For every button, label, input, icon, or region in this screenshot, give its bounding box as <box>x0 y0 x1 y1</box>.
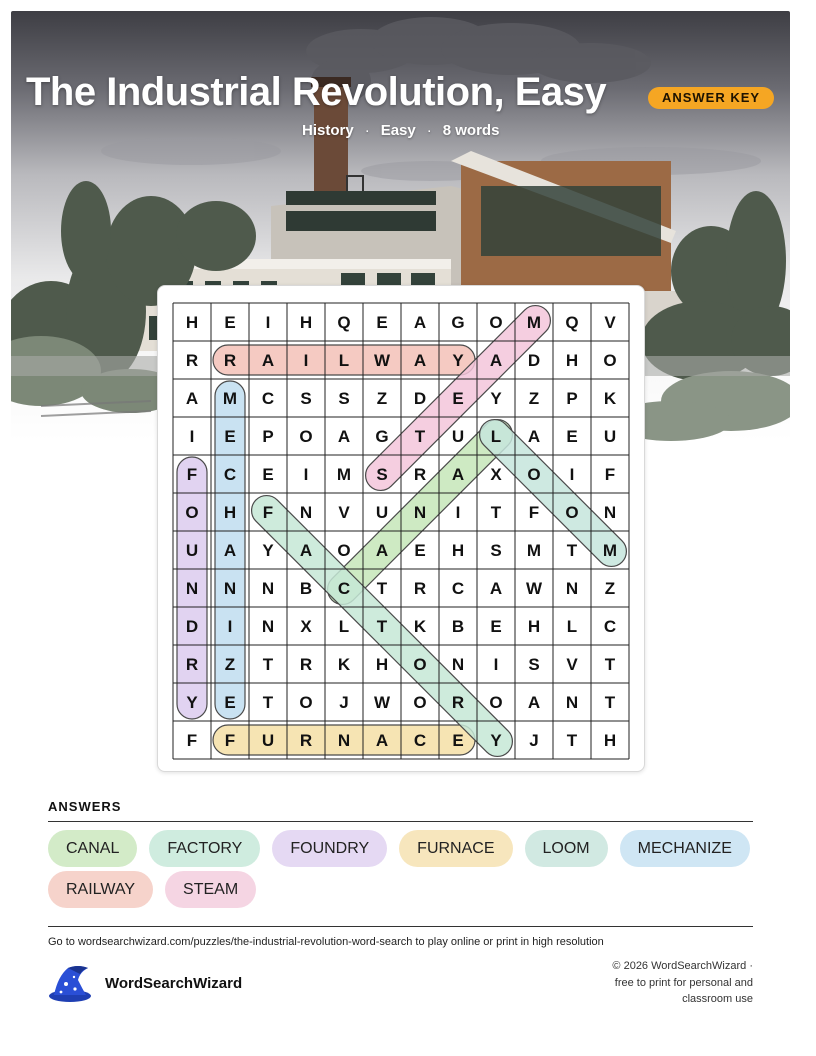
grid-cell-letter: U <box>451 427 465 446</box>
grid-cell-letter: M <box>602 541 618 560</box>
grid-cell-letter: R <box>185 351 199 370</box>
grid-cell-letter: O <box>527 465 541 484</box>
grid-cell-letter: I <box>265 313 271 332</box>
grid-cell-letter: C <box>261 389 275 408</box>
answer-key-badge: ANSWER KEY <box>648 87 774 109</box>
grid-cell-letter: D <box>413 389 427 408</box>
grid-cell-letter: O <box>299 693 313 712</box>
grid-cell-letter: O <box>603 351 617 370</box>
grid-cell-letter: T <box>262 655 274 674</box>
grid-cell-letter: N <box>185 579 199 598</box>
grid-cell-letter: A <box>375 731 389 750</box>
grid-cell-letter: N <box>451 655 465 674</box>
grid-cell-letter: A <box>489 579 503 598</box>
page-title: The Industrial Revolution, Easy <box>26 70 607 114</box>
grid-cell-letter: E <box>414 541 426 560</box>
grid-cell-letter: F <box>186 465 198 484</box>
copyright-line: © 2026 WordSearchWizard · <box>612 960 753 972</box>
grid-cell-letter: O <box>489 313 503 332</box>
brand-name: WordSearchWizard <box>105 974 243 992</box>
grid-cell-letter: F <box>224 731 236 750</box>
grid-cell-letter: U <box>603 427 617 446</box>
grid-cell-letter: I <box>189 427 195 446</box>
wizard-hat-icon <box>48 962 92 1004</box>
grid-cell-letter: H <box>565 351 579 370</box>
grid-cell-letter: A <box>223 541 237 560</box>
grid-cell-letter: Q <box>565 313 579 332</box>
grid-cell-letter: L <box>338 617 350 636</box>
grid-cell-letter: C <box>451 579 465 598</box>
grid-cell-letter: P <box>566 389 578 408</box>
grid-cell-letter: E <box>262 465 274 484</box>
grid-cell-letter: W <box>373 693 391 712</box>
grid-cell-letter: Z <box>528 389 540 408</box>
answer-pill-steam: STEAM <box>165 871 256 908</box>
grid-cell-letter: T <box>262 693 274 712</box>
grid-cell-letter: M <box>526 541 542 560</box>
grid-cell-letter: T <box>604 693 616 712</box>
grid-cell-letter: A <box>413 313 427 332</box>
grid-cell-letter: B <box>451 617 465 636</box>
grid-cell-letter: C <box>337 579 351 598</box>
grid-cell-letter: H <box>375 655 389 674</box>
grid-cell-letter: Y <box>490 389 502 408</box>
answers-list <box>48 830 758 908</box>
grid-cell-letter: F <box>604 465 616 484</box>
grid-cell-letter: E <box>566 427 578 446</box>
grid-cell-letter: A <box>451 465 465 484</box>
grid-cell-letter: O <box>337 541 351 560</box>
answers-divider <box>48 821 753 822</box>
answer-pill-railway: RAILWAY <box>48 871 153 908</box>
grid-cell-letter: O <box>489 693 503 712</box>
grid-cell-letter: R <box>451 693 465 712</box>
grid-cell-letter: U <box>261 731 275 750</box>
grid-cell-letter: I <box>303 351 309 370</box>
grid-cell-letter: Y <box>186 693 198 712</box>
grid-cell-letter: U <box>185 541 199 560</box>
grid-cell-letter: M <box>526 313 542 332</box>
grid-cell-letter: E <box>452 389 464 408</box>
grid-cell-letter: G <box>451 313 465 332</box>
footer-divider <box>48 926 753 927</box>
grid-cell-letter: O <box>413 655 427 674</box>
grid-cell-letter: H <box>185 313 199 332</box>
grid-cell-letter: F <box>528 503 540 522</box>
grid-cell-letter: H <box>527 617 541 636</box>
grid-cell-letter: D <box>185 617 199 636</box>
grid-cell-letter: I <box>303 465 309 484</box>
grid-cell-letter: I <box>493 655 499 674</box>
grid-cell-letter: V <box>338 503 350 522</box>
grid-cell-letter: F <box>262 503 274 522</box>
grid-cell-letter: R <box>413 465 427 484</box>
grid-cell-letter: J <box>339 693 349 712</box>
grid-cell-letter: O <box>299 427 313 446</box>
grid-cell-letter: T <box>376 579 388 598</box>
grid-cell-letter: X <box>300 617 312 636</box>
grid-cell-letter: A <box>375 541 389 560</box>
grid-cell-letter: E <box>224 313 236 332</box>
grid-cell-letter: N <box>603 503 617 522</box>
grid-cell-letter: E <box>376 313 388 332</box>
grid-cell-letter: P <box>262 427 274 446</box>
grid-cell-letter: O <box>565 503 579 522</box>
grid-cell-letter: W <box>373 351 391 370</box>
word-grid <box>158 286 644 771</box>
grid-cell-letter: A <box>185 389 199 408</box>
grid-cell-letter: H <box>603 731 617 750</box>
grid-cell-letter: S <box>490 541 502 560</box>
grid-cell-letter: C <box>413 731 427 750</box>
grid-cell-letter: K <box>603 389 617 408</box>
grid-cell-letter: J <box>529 731 539 750</box>
grid-cell-letter: A <box>527 427 541 446</box>
grid-cell-letter: A <box>299 541 313 560</box>
grid-cell-letter: N <box>223 579 237 598</box>
grid-cell-letter: N <box>413 503 427 522</box>
copyright-line: free to print for personal and <box>614 976 753 989</box>
grid-cell-letter: R <box>299 655 313 674</box>
grid-cell-letter: N <box>261 579 275 598</box>
grid-cell-letter: R <box>223 351 237 370</box>
grid-cell-letter: X <box>490 465 502 484</box>
meta-word-count: 8 words <box>442 122 500 139</box>
grid-cell-letter: C <box>223 465 237 484</box>
grid-cell-letter: Y <box>490 731 502 750</box>
meta-category: History <box>302 122 354 139</box>
grid-cell-letter: Z <box>224 655 236 674</box>
footer-link[interactable]: Go to wordsearchwizard.com/puzzles/the-industrial-revolution-word-search to play online or print in high resolution <box>48 936 604 948</box>
grid-cell-letter: Y <box>452 351 464 370</box>
meta-separator: · <box>426 122 432 139</box>
answer-pill-factory: FACTORY <box>149 830 260 867</box>
grid-cell-letter: L <box>566 617 578 636</box>
grid-cell-letter: W <box>525 579 543 598</box>
grid-cell-letter: O <box>413 693 427 712</box>
grid-cell-letter: A <box>337 427 351 446</box>
grid-cell-letter: N <box>261 617 275 636</box>
grid-cell-letter: E <box>224 693 236 712</box>
answer-pill-furnace: FURNACE <box>399 830 512 867</box>
copyright-line: classroom use <box>682 993 753 1005</box>
grid-cell-letter: H <box>299 313 313 332</box>
grid-cell-letter: R <box>413 579 427 598</box>
grid-cell-letter: N <box>565 693 579 712</box>
grid-cell-letter: I <box>569 465 575 484</box>
grid-cell-letter: T <box>490 503 502 522</box>
grid-cell-letter: L <box>338 351 350 370</box>
grid-cell-letter: O <box>185 503 199 522</box>
grid-cell-letter: A <box>413 351 427 370</box>
grid-cell-letter: S <box>376 465 388 484</box>
answer-pill-loom: LOOM <box>525 830 608 867</box>
answer-pill-mechanize: MECHANIZE <box>620 830 750 867</box>
grid-cell-letter: V <box>604 313 616 332</box>
grid-cell-letter: N <box>565 579 579 598</box>
grid-cell-letter: F <box>186 731 198 750</box>
grid-cell-letter: Z <box>376 389 388 408</box>
grid-cell-letter: G <box>375 427 389 446</box>
grid-cell-letter: N <box>299 503 313 522</box>
grid-cell-letter: U <box>375 503 389 522</box>
answer-pill-foundry: FOUNDRY <box>272 830 387 867</box>
grid-cell-letter: B <box>299 579 313 598</box>
grid-cell-letter: A <box>527 693 541 712</box>
answer-pill-canal: CANAL <box>48 830 137 867</box>
grid-cell-letter: T <box>566 541 578 560</box>
grid-cell-letter: R <box>299 731 313 750</box>
grid-cell-letter: D <box>527 351 541 370</box>
grid-cell-letter: M <box>222 389 238 408</box>
grid-cell-letter: E <box>490 617 502 636</box>
grid-cell-letter: T <box>414 427 426 446</box>
answers-heading: ANSWERS <box>48 799 122 814</box>
grid-cell-letter: M <box>336 465 352 484</box>
grid-cell-letter: H <box>451 541 465 560</box>
meta-separator: · <box>364 122 370 139</box>
grid-cell-letter: A <box>261 351 275 370</box>
grid-cell-letter: K <box>413 617 427 636</box>
grid-cell-letter: S <box>528 655 540 674</box>
brand-logo[interactable] <box>48 962 242 1004</box>
puzzle-meta <box>302 122 499 139</box>
grid-cell-letter: I <box>227 617 233 636</box>
grid-cell-letter: Q <box>337 313 351 332</box>
grid-cell-letter: S <box>300 389 312 408</box>
grid-cell-letter: Y <box>262 541 274 560</box>
grid-cell-letter: R <box>185 655 199 674</box>
grid-cell-letter: T <box>604 655 616 674</box>
grid-cell-letter: V <box>566 655 578 674</box>
grid-cell-letter: T <box>376 617 388 636</box>
grid-cell-letter: T <box>566 731 578 750</box>
grid-cell-letter: H <box>223 503 237 522</box>
grid-cell-letter: E <box>224 427 236 446</box>
puzzle-card <box>157 285 645 772</box>
grid-cell-letter: I <box>455 503 461 522</box>
grid-cell-letter: E <box>452 731 464 750</box>
meta-difficulty: Easy <box>380 122 416 139</box>
grid-cell-letter: L <box>490 427 502 446</box>
copyright-notice <box>553 958 753 1008</box>
grid-cell-letter: S <box>338 389 350 408</box>
grid-cell-letter: C <box>603 617 617 636</box>
grid-cell-letter: A <box>489 351 503 370</box>
grid-cell-letter: Z <box>604 579 616 598</box>
grid-cell-letter: K <box>337 655 351 674</box>
grid-cell-letter: N <box>337 731 351 750</box>
